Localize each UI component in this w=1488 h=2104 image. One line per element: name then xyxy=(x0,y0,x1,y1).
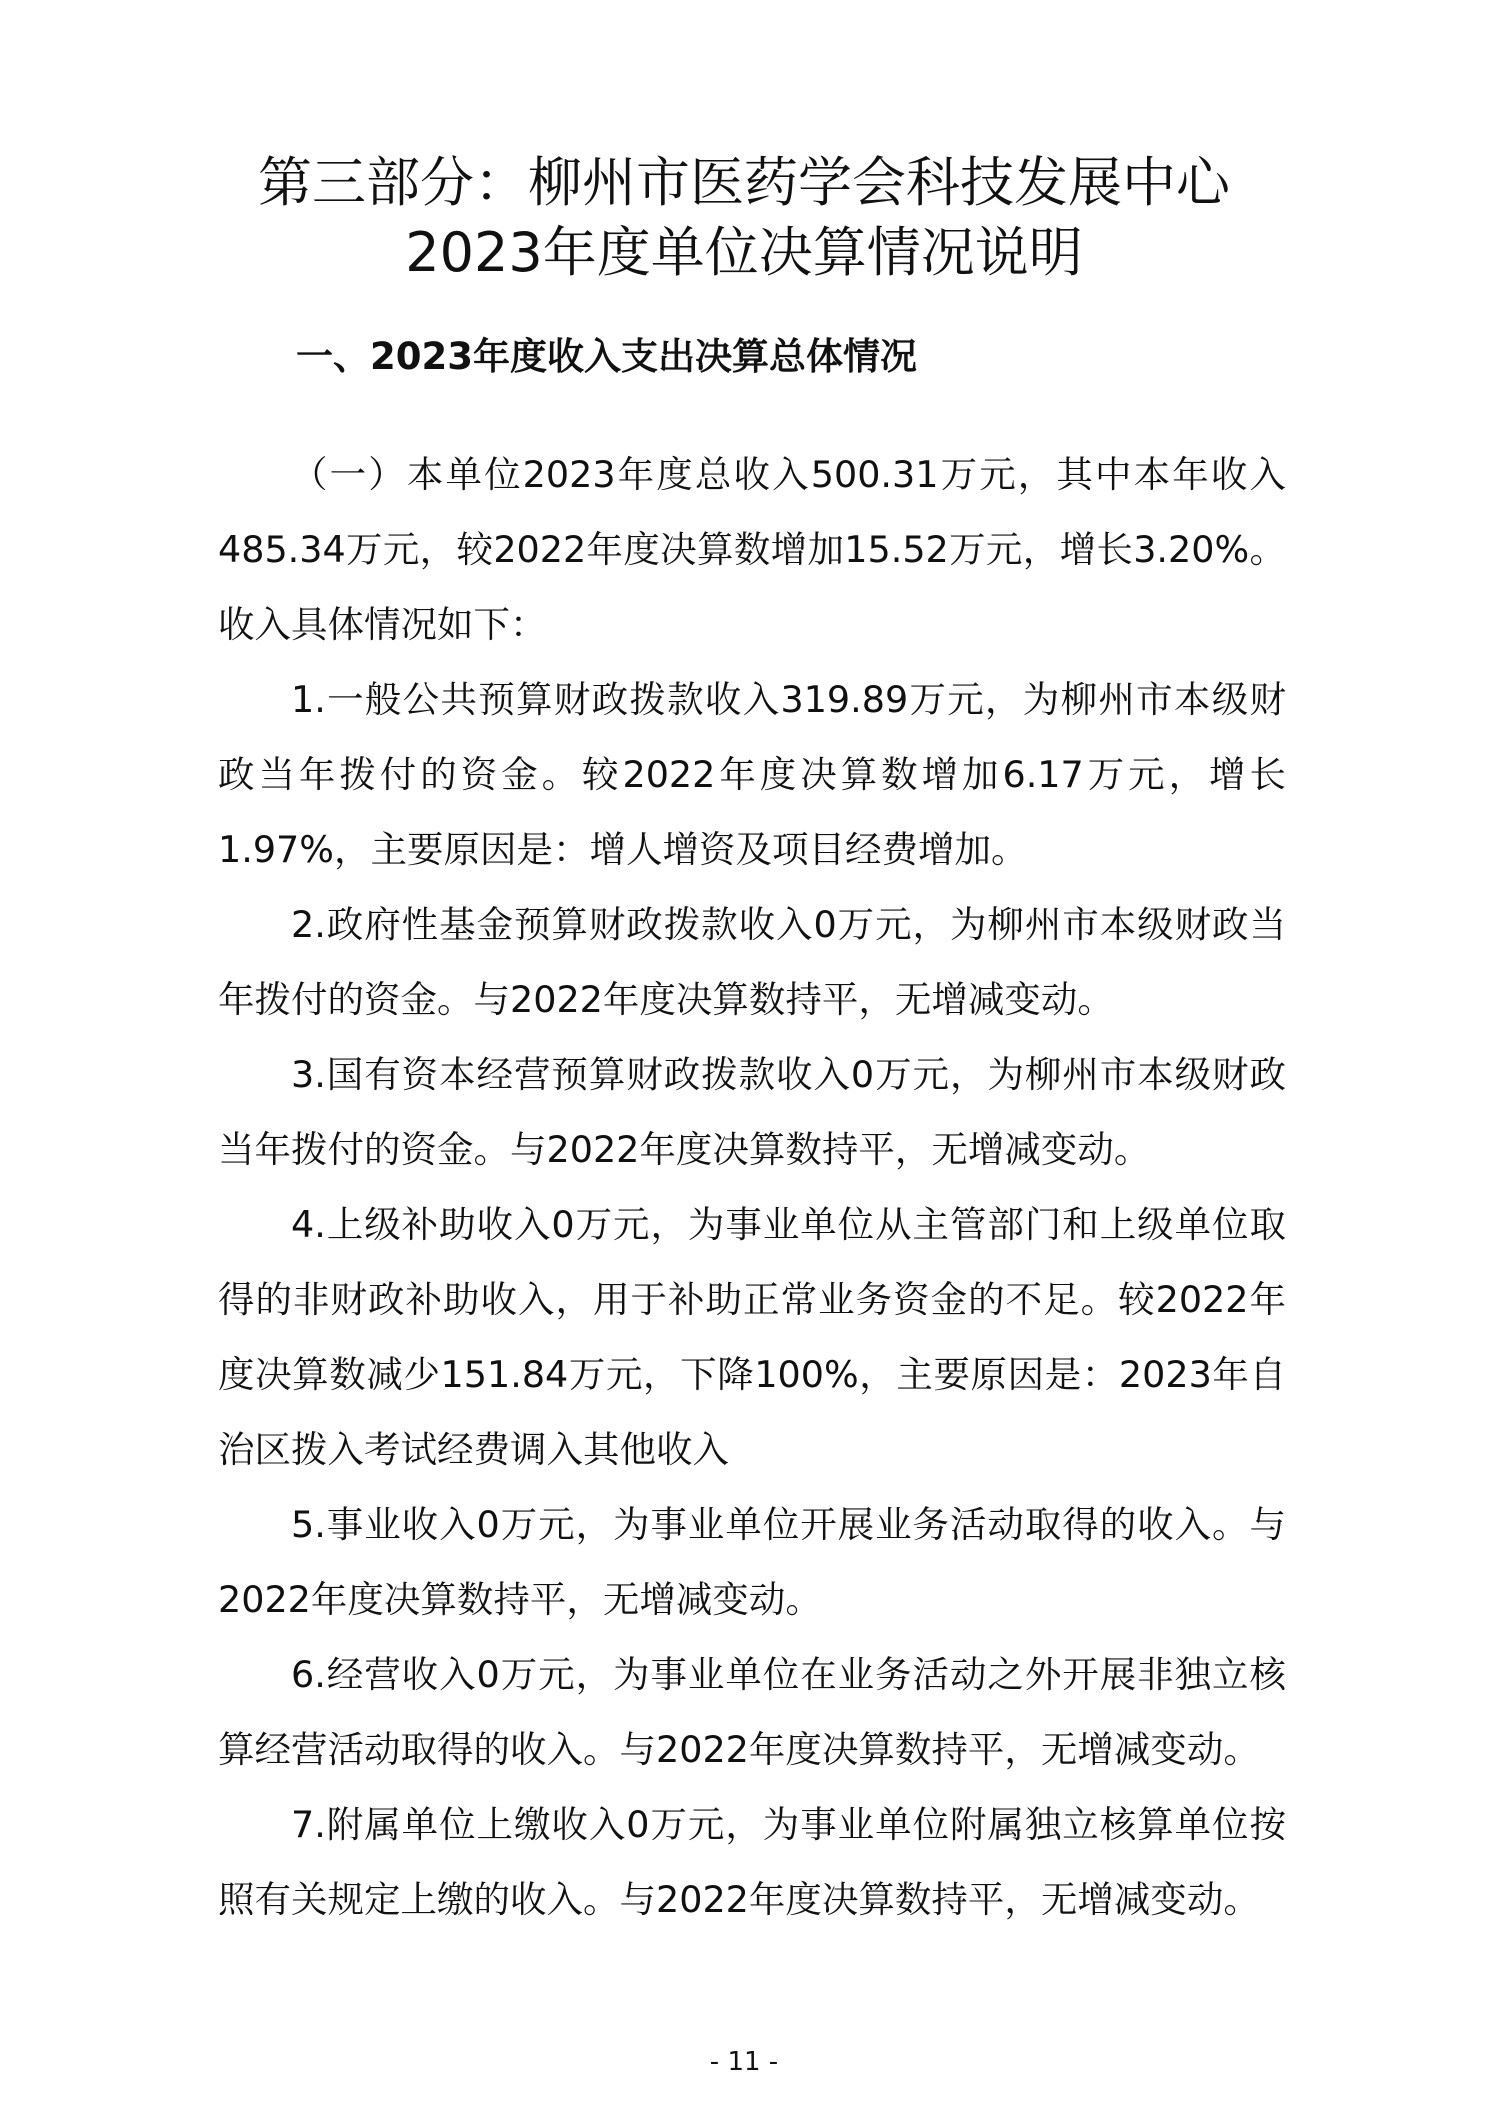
title-line-2: 2023年度单位决算情况说明 xyxy=(405,221,1083,284)
paragraph-item-6: 6.经营收入0万元，为事业单位在业务活动之外开展非独立核算经营活动取得的收入。与2022年度决算数持平，无增减变动。 xyxy=(218,1653,1286,1771)
section-heading: 一、2023年度收入支出决算总体情况 xyxy=(296,335,917,378)
paragraph-item-1: 1.一般公共预算财政拨款收入319.89万元，为柳州市本级财政当年拨付的资金。较2022年度决算数增加6.17万元，增长1.97%，主要原因是：增人增资及项目经费增加。 xyxy=(218,678,1286,871)
body-text xyxy=(218,437,1286,1937)
paragraph-item-3: 3.国有资本经营预算财政拨款收入0万元，为柳州市本级财政当年拨付的资金。与2022年度决算数持平，无增减变动。 xyxy=(218,1053,1286,1171)
page-title xyxy=(0,148,1488,288)
paragraph-item-7: 7.附属单位上缴收入0万元，为事业单位附属独立核算单位按照有关规定上缴的收入。与2022年度决算数持平，无增减变动。 xyxy=(218,1803,1286,1921)
page-number: - 11 - xyxy=(709,2047,779,2077)
paragraph-item-2: 2.政府性基金预算财政拨款收入0万元，为柳州市本级财政当年拨付的资金。与2022年度决算数持平，无增减变动。 xyxy=(218,903,1286,1021)
title-line-1: 第三部分：柳州市医药学会科技发展中心 xyxy=(258,151,1230,214)
paragraph-item-4: 4.上级补助收入0万元，为事业单位从主管部门和上级单位取得的非财政补助收入，用于补助正常业务资金的不足。较2022年度决算数减少151.84万元，下降100%，主要原因是：2023年自治区拨入考试经费调入其他收入 xyxy=(218,1203,1286,1471)
paragraph-overview: （一）本单位2023年度总收入500.31万元，其中本年收入485.34万元，较2022年度决算数增加15.52万元，增长3.20%。收入具体情况如下： xyxy=(218,453,1286,646)
paragraph-item-5: 5.事业收入0万元，为事业单位开展业务活动取得的收入。与2022年度决算数持平，无增减变动。 xyxy=(218,1503,1286,1621)
